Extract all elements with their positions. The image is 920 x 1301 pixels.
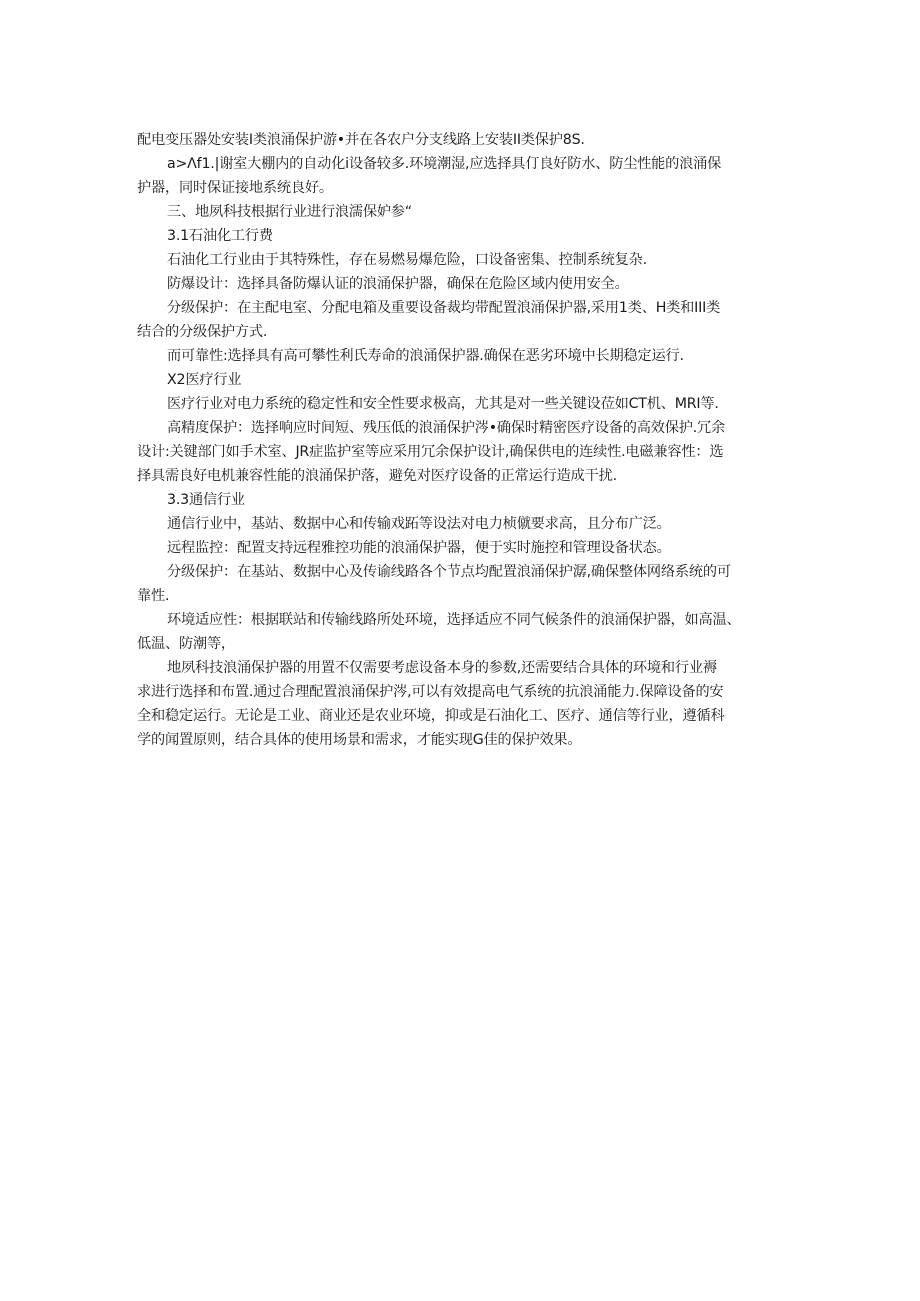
text-line: 而可靠性:选择具有高可攀性利氏寿命的浪涌保护器.确保在恶劣环境中长期稳定运行. <box>167 348 684 364</box>
text-line: 通信行业中，基站、数据中心和传输戏跖等设法对电力桢僦要求高，且分布广泛。 <box>167 516 671 532</box>
text-line: 设计:关键部门如手术室、JR症监护室等应采用冗余保护设计,确保供电的连续性.电磁兼容性：选 <box>137 444 724 460</box>
text-line: 结合的分级保护方式. <box>137 324 268 340</box>
text-line: 高精度保护：选择响应时间短、残压低的浪涌保护涔•确保时精密医疗设备的高效保护.冗余 <box>167 420 725 436</box>
text-line: 低温、防潮等， <box>137 636 235 652</box>
text-line: 远程监控：配置支持远程雅控功能的浪涌保护器，便于实时施控和管理设备状态。 <box>167 540 671 556</box>
subsection-heading: 3.1石油化工行费 <box>167 228 273 244</box>
text-line: 求进行选择和布置.通过合理配置浪涌保护涔,可以有效提高电气系统的抗浪涌能力.保障设备的安 <box>137 684 724 700</box>
text-line: 医疗行业对电力系统的稳定性和安全性要求极高，尤其是对一些关键设莅如CT机、MRI等. <box>167 396 719 412</box>
text-line: a>Λf1.|谢室大棚内的自动化i设备较多.环境潮湿,应选择具仃良好防水、防尘性能的浪涌保 <box>167 156 722 172</box>
subsection-heading: 3.3通信行业 <box>167 492 245 508</box>
text-line: 石油化工行业由于其特殊性，存在易燃易爆危险，口设备密集、控制系统复杂. <box>167 252 647 268</box>
section-heading: 三、地夙科技根据行业进行浪濡保妒参“ <box>167 204 412 220</box>
text-line: 地夙科技浪涌保护器的用置不仅需要考虑设备本身的参数,还需要结合具体的环境和行业褥 <box>167 660 717 676</box>
text-line: 择具需良好电机兼容性能的浪涌保护落，避免对医疗设备的正常运行造成干扰. <box>137 468 617 484</box>
body-text <box>137 128 797 752</box>
text-line: 环境适应性：根据联站和传输线路所处环境，选择适应不同气候条件的浪涌保护器，如高温、 <box>167 612 741 628</box>
text-line: 配电变压器处安装I类浪涌保护游•并在各农户分支线路上安装II类保护8S. <box>137 132 585 148</box>
text-line: 学的闻置原则，结合具体的使用场景和需求，才能实现G佳的保护效果。 <box>137 732 582 748</box>
text-line: 防爆设计：选择具备防爆认证的浪涌保护器，确保在危险区域内使用安全。 <box>167 276 629 292</box>
text-line: 分级保护：在主配电室、分配电箱及重要设备裁均带配置浪涌保护器,采用1类、H类和III类 <box>167 300 721 316</box>
text-line: 全和稳定运行。无论是工业、商业还是农业环境，抑或是石油化工、医疗、通信等行业，遵循科 <box>137 708 725 724</box>
subsection-heading: X2医疗行业 <box>167 372 242 388</box>
text-line: 分级保护：在基站、数据中心及传谕线路各个节点均配置浪涌保护潺,确保整体网络系统的可 <box>167 564 731 580</box>
text-line: 靠性. <box>137 588 170 604</box>
text-line: 护器，同时保证接地系统良好。 <box>137 180 333 196</box>
